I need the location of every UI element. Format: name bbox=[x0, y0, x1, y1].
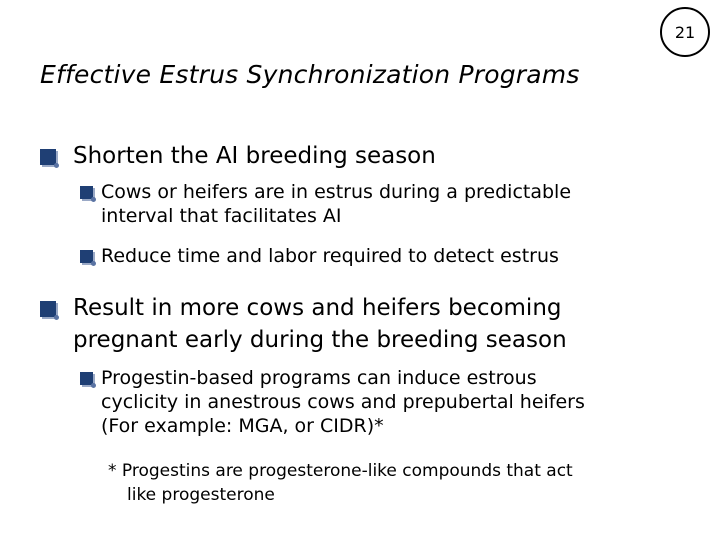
bullet-1 bbox=[40, 140, 436, 172]
bullet-1-sub-2-line-1: Reduce time and labor required to detect estrus bbox=[101, 245, 559, 267]
footnote-line-2: like progesterone bbox=[127, 485, 275, 505]
bullet-2-line-2: pregnant early during the breeding season bbox=[73, 327, 567, 353]
footnote-line-1: * Progestins are progesterone-like compounds that act bbox=[108, 461, 573, 481]
bullet-1-sub-1 bbox=[80, 180, 571, 228]
page-number: 21 bbox=[674, 22, 696, 42]
footnote bbox=[108, 459, 573, 507]
square-bullet-icon bbox=[80, 372, 93, 385]
bullet-2-line-1: Result in more cows and heifers becoming bbox=[73, 295, 562, 321]
page-number-badge bbox=[660, 7, 710, 57]
bullet-2 bbox=[40, 292, 567, 356]
bullet-1-text: Shorten the AI breeding season bbox=[73, 143, 436, 169]
square-bullet-icon bbox=[80, 186, 93, 199]
bullet-2-sub-1-line-3: (For example: MGA, or CIDR)* bbox=[101, 415, 384, 437]
bullet-2-sub-1-line-1: Progestin-based programs can induce estrous bbox=[101, 367, 537, 389]
bullet-1-sub-1-line-1: Cows or heifers are in estrus during a predictable bbox=[101, 181, 572, 203]
bullet-2-sub-1-line-2: cyclicity in anestrous cows and prepubertal heifers bbox=[101, 391, 585, 413]
bullet-1-sub-2 bbox=[80, 244, 559, 268]
slide-title: Effective Estrus Synchronization Programs bbox=[40, 60, 580, 89]
square-bullet-icon bbox=[40, 301, 56, 317]
square-bullet-icon bbox=[40, 149, 56, 165]
bullet-2-sub-1 bbox=[80, 366, 585, 438]
bullet-1-sub-1-line-2: interval that facilitates AI bbox=[101, 205, 342, 227]
square-bullet-icon bbox=[80, 250, 93, 263]
